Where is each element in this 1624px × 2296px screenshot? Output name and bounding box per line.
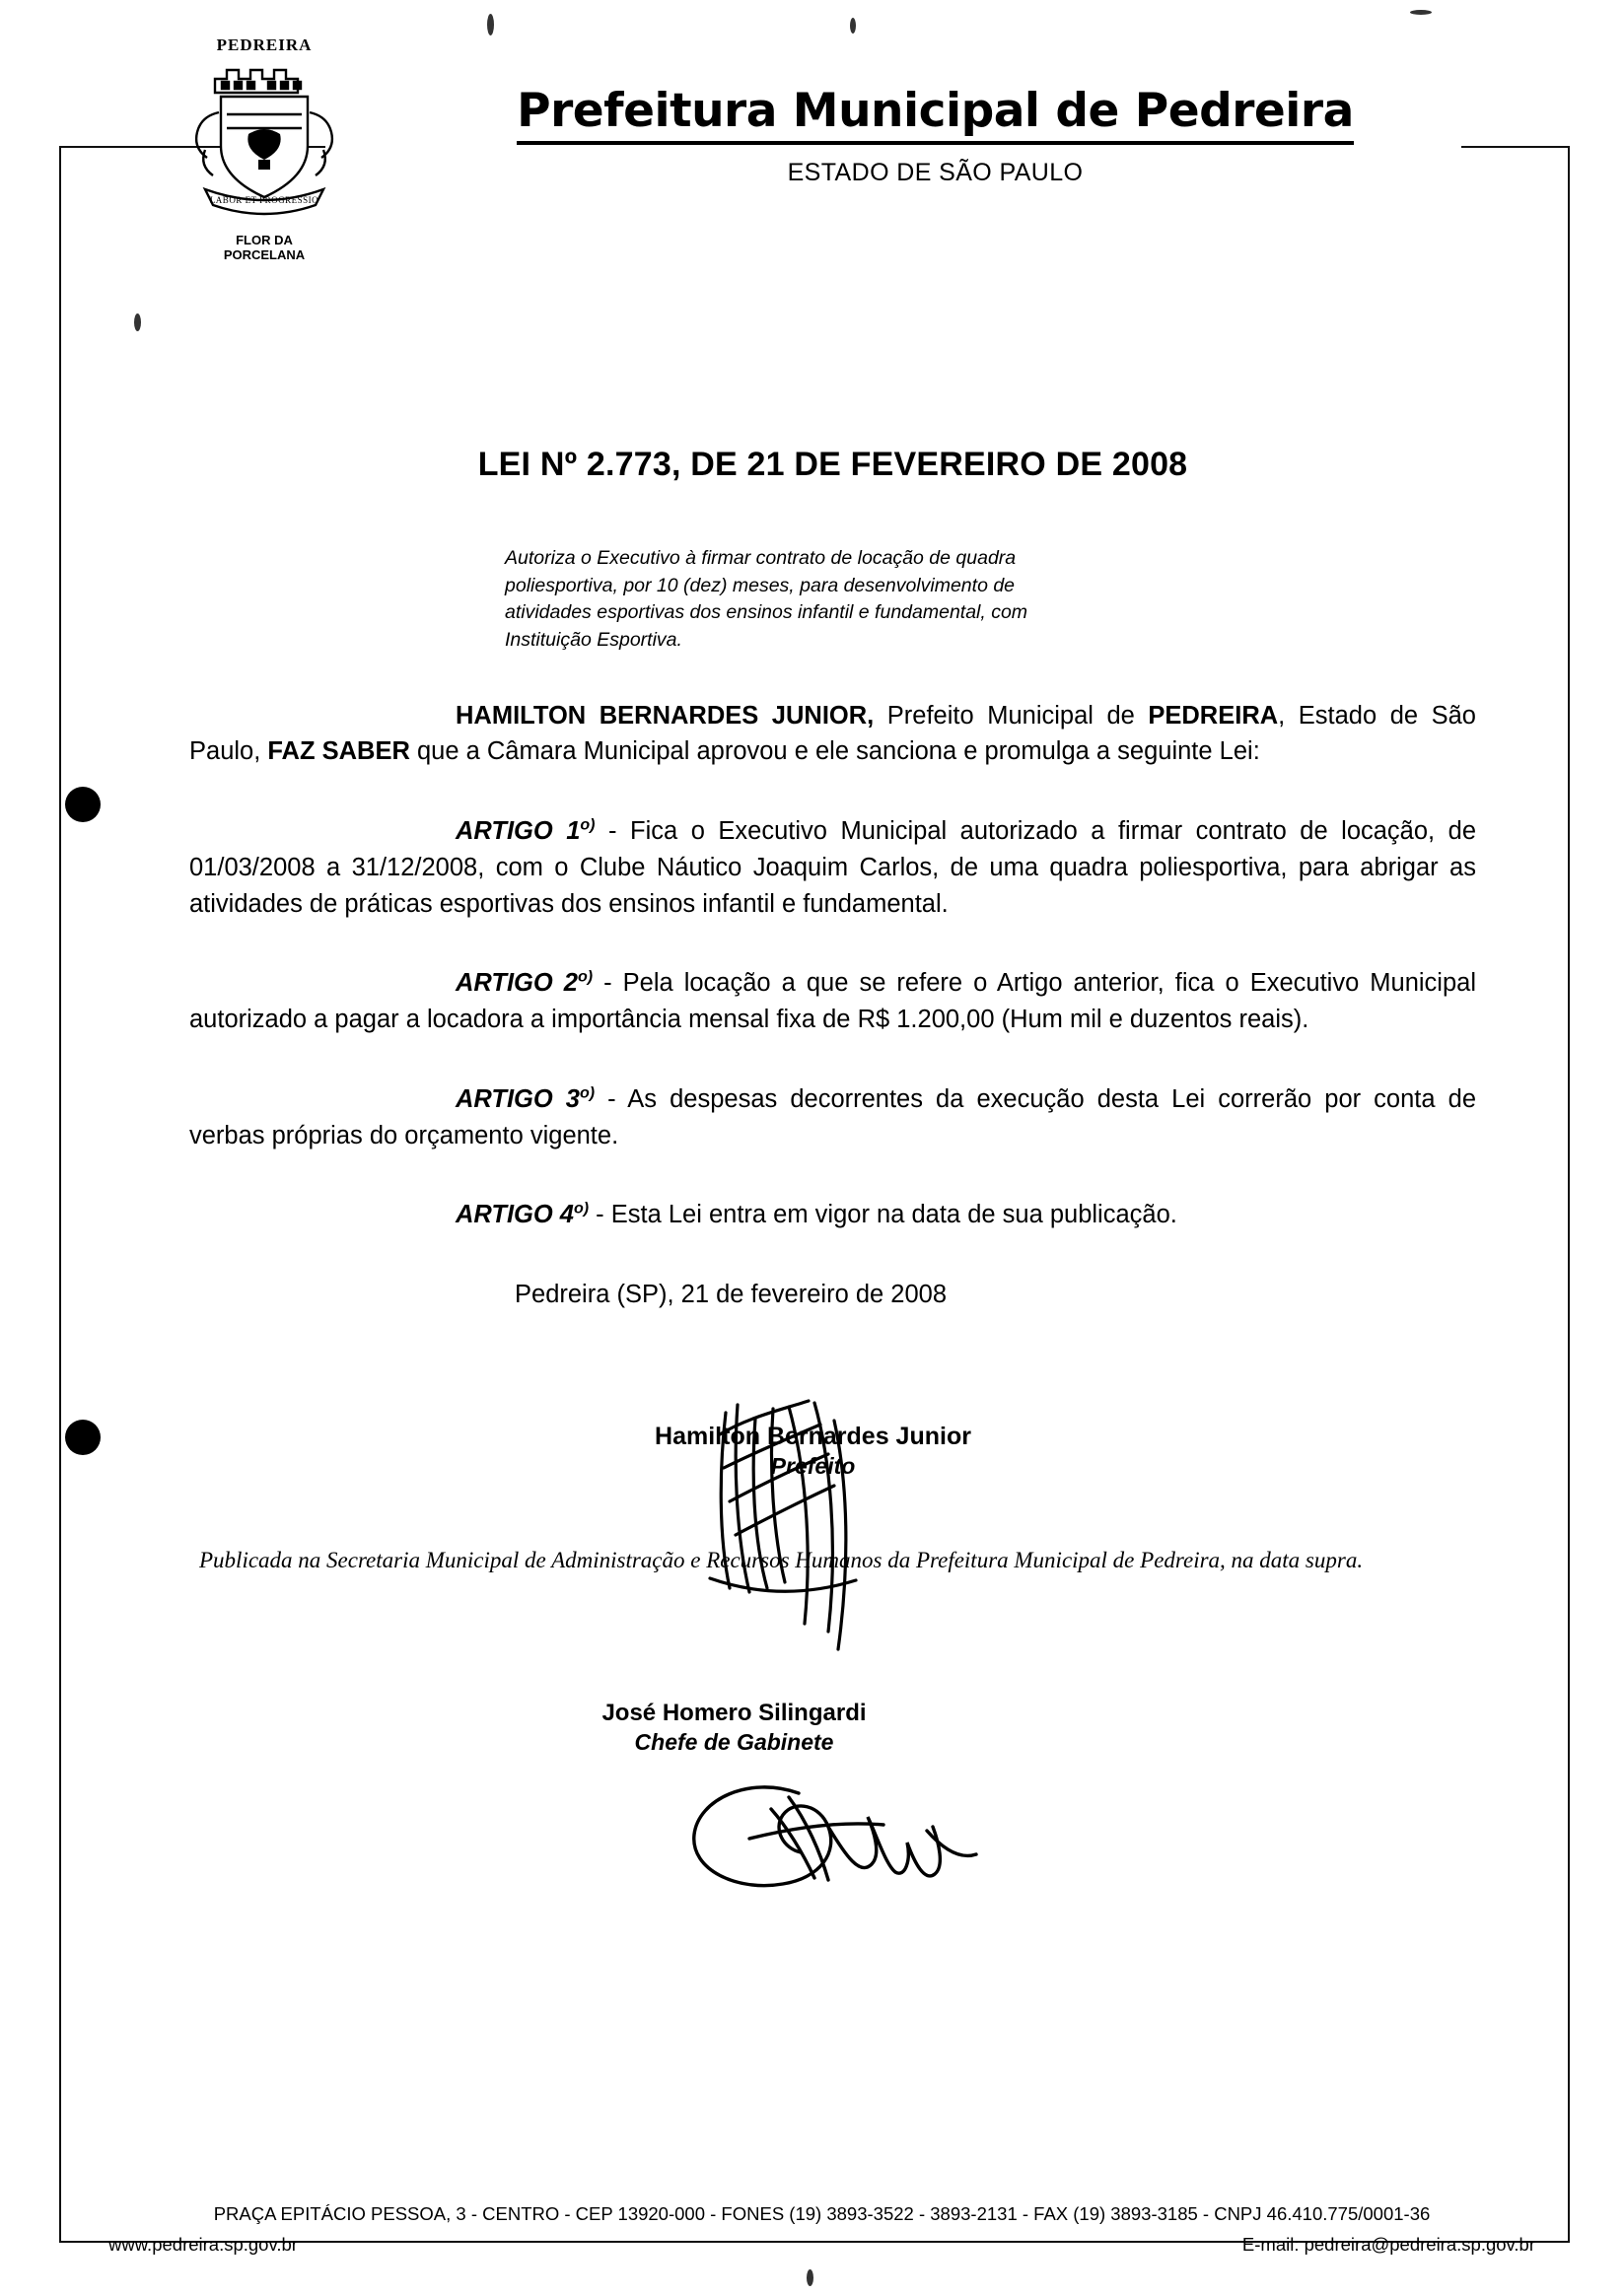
letterhead-titles xyxy=(375,84,1496,187)
page-border-left xyxy=(59,146,61,2241)
place-and-date: Pedreira (SP), 21 de fevereiro de 2008 xyxy=(515,1280,948,1308)
article-paragraph xyxy=(189,1197,1476,1233)
article-label-text: ARTIGO 1 xyxy=(456,817,581,846)
crest-bottom-label xyxy=(166,234,363,263)
publication-note: Publicada na Secretaria Municipal de Administração e Recursos Humanos da Prefeitura Municipal de Pedreira, na data supra. xyxy=(199,1547,1364,1572)
city-title: Prefeitura Municipal de Pedreira xyxy=(517,87,1354,145)
article-label-sup: o) xyxy=(577,968,594,986)
signatory-role: Prefeito xyxy=(770,1452,856,1479)
document-body xyxy=(189,424,1476,1756)
footer-website[interactable]: www.pedreira.sp.gov.br xyxy=(108,2234,298,2256)
article-label-sup: o) xyxy=(580,816,596,834)
article-label xyxy=(456,1201,589,1228)
footer-contacts xyxy=(108,2231,1535,2259)
article-text: - Pela locação a que se refere o Artigo anterior, fica o Executivo Municipal autorizado a pagar a locadora a importância mensal fixa de R$ 1.200,00 (Hum mil e duzentos reais). xyxy=(189,969,1477,1034)
crest-bottom-line-1: FLOR DA xyxy=(236,233,293,247)
city-name: PEDREIRA xyxy=(1148,701,1279,730)
article-label-sup: o) xyxy=(579,1084,596,1102)
punch-hole-icon xyxy=(65,1420,101,1455)
signatory-name: José Homero Silingardi xyxy=(601,1699,867,1726)
crest-top-label: PEDREIRA xyxy=(216,35,313,54)
scan-speck xyxy=(134,313,141,331)
preamble-emphasis: FAZ SABER xyxy=(267,737,410,766)
article-paragraph xyxy=(189,813,1476,922)
preamble-text-3: que a Câmara Municipal aprovou e ele sanciona e promulga a seguinte Lei: xyxy=(409,737,1260,766)
article-label-sup: o) xyxy=(573,1200,590,1218)
punch-hole-icon xyxy=(65,787,101,822)
article-label xyxy=(456,1085,595,1113)
preamble-paragraph xyxy=(189,698,1476,770)
mayor-name: HAMILTON BERNARDES JUNIOR, xyxy=(456,701,875,730)
preamble-text-1: Prefeito Municipal de xyxy=(874,701,1149,730)
svg-text:LABOR ET PROGRESSIO: LABOR ET PROGRESSIO xyxy=(209,195,319,205)
article-paragraph xyxy=(189,1081,1476,1153)
article-label-text: ARTIGO 3 xyxy=(456,1084,580,1113)
article-text: - As despesas decorrentes da execução desta Lei correrão por conta de verbas próprias do orçamento vigente. xyxy=(189,1084,1476,1149)
coat-of-arms xyxy=(166,35,363,282)
article-paragraph xyxy=(189,965,1476,1037)
signature-block-mayor xyxy=(150,1423,1476,1480)
footer-address: PRAÇA EPITÁCIO PESSOA, 3 - CENTRO - CEP 13920-000 - FONES (19) 3893-3522 - 3893-2131 - FAX (19) 3893-3185 - CNPJ 46.410.775/0001-36 xyxy=(213,2202,1431,2224)
crest-bottom-line-2: PORCELANA xyxy=(223,246,306,262)
footer-email[interactable]: E-mail: pedreira@pedreira.sp.gov.br xyxy=(1241,2234,1535,2256)
signatory-role: Chefe de Gabinete xyxy=(634,1728,834,1755)
article-label xyxy=(456,969,593,997)
crest-icon xyxy=(176,55,353,233)
scan-speck xyxy=(1410,10,1432,15)
article-label xyxy=(456,817,596,845)
state-title: ESTADO DE SÃO PAULO xyxy=(787,159,1084,187)
article-text: - Esta Lei entra em vigor na data de sua publicação. xyxy=(589,1201,1177,1229)
scan-speck xyxy=(807,2269,813,2286)
signatory-name: Hamilton Bernardes Junior xyxy=(655,1422,971,1450)
article-text: - Fica o Executivo Municipal autorizado a firmar contrato de locação, de 01/03/2008 a 31/12/2008, com o Clube Náutico Joaquim Carlos, de uma quadra poliesportiva, para abrigar as atividades de práticas esportivas dos ensinos infantil e fundamental. xyxy=(189,817,1477,918)
letterhead xyxy=(0,18,1624,264)
preamble-text-2: , Estado de São Paulo, xyxy=(189,701,1476,766)
law-summary: Autoriza o Executivo à firmar contrato de locação de quadra poliesportiva, por 10 (dez) meses, para desenvolvimento de atividades esportivas dos ensinos infantil e fundamental, com Instituição Esportiva. xyxy=(505,547,1028,652)
page-border-right xyxy=(1568,146,1570,2241)
signature-block-chief xyxy=(0,1700,1476,1756)
law-title: LEI Nº 2.773, DE 21 DE FEVEREIRO DE 2008 xyxy=(477,446,1188,483)
article-label-text: ARTIGO 2 xyxy=(456,969,578,998)
handwritten-signature-icon xyxy=(680,1770,996,1908)
page-footer xyxy=(108,2200,1535,2260)
article-label-text: ARTIGO 4 xyxy=(456,1201,574,1229)
